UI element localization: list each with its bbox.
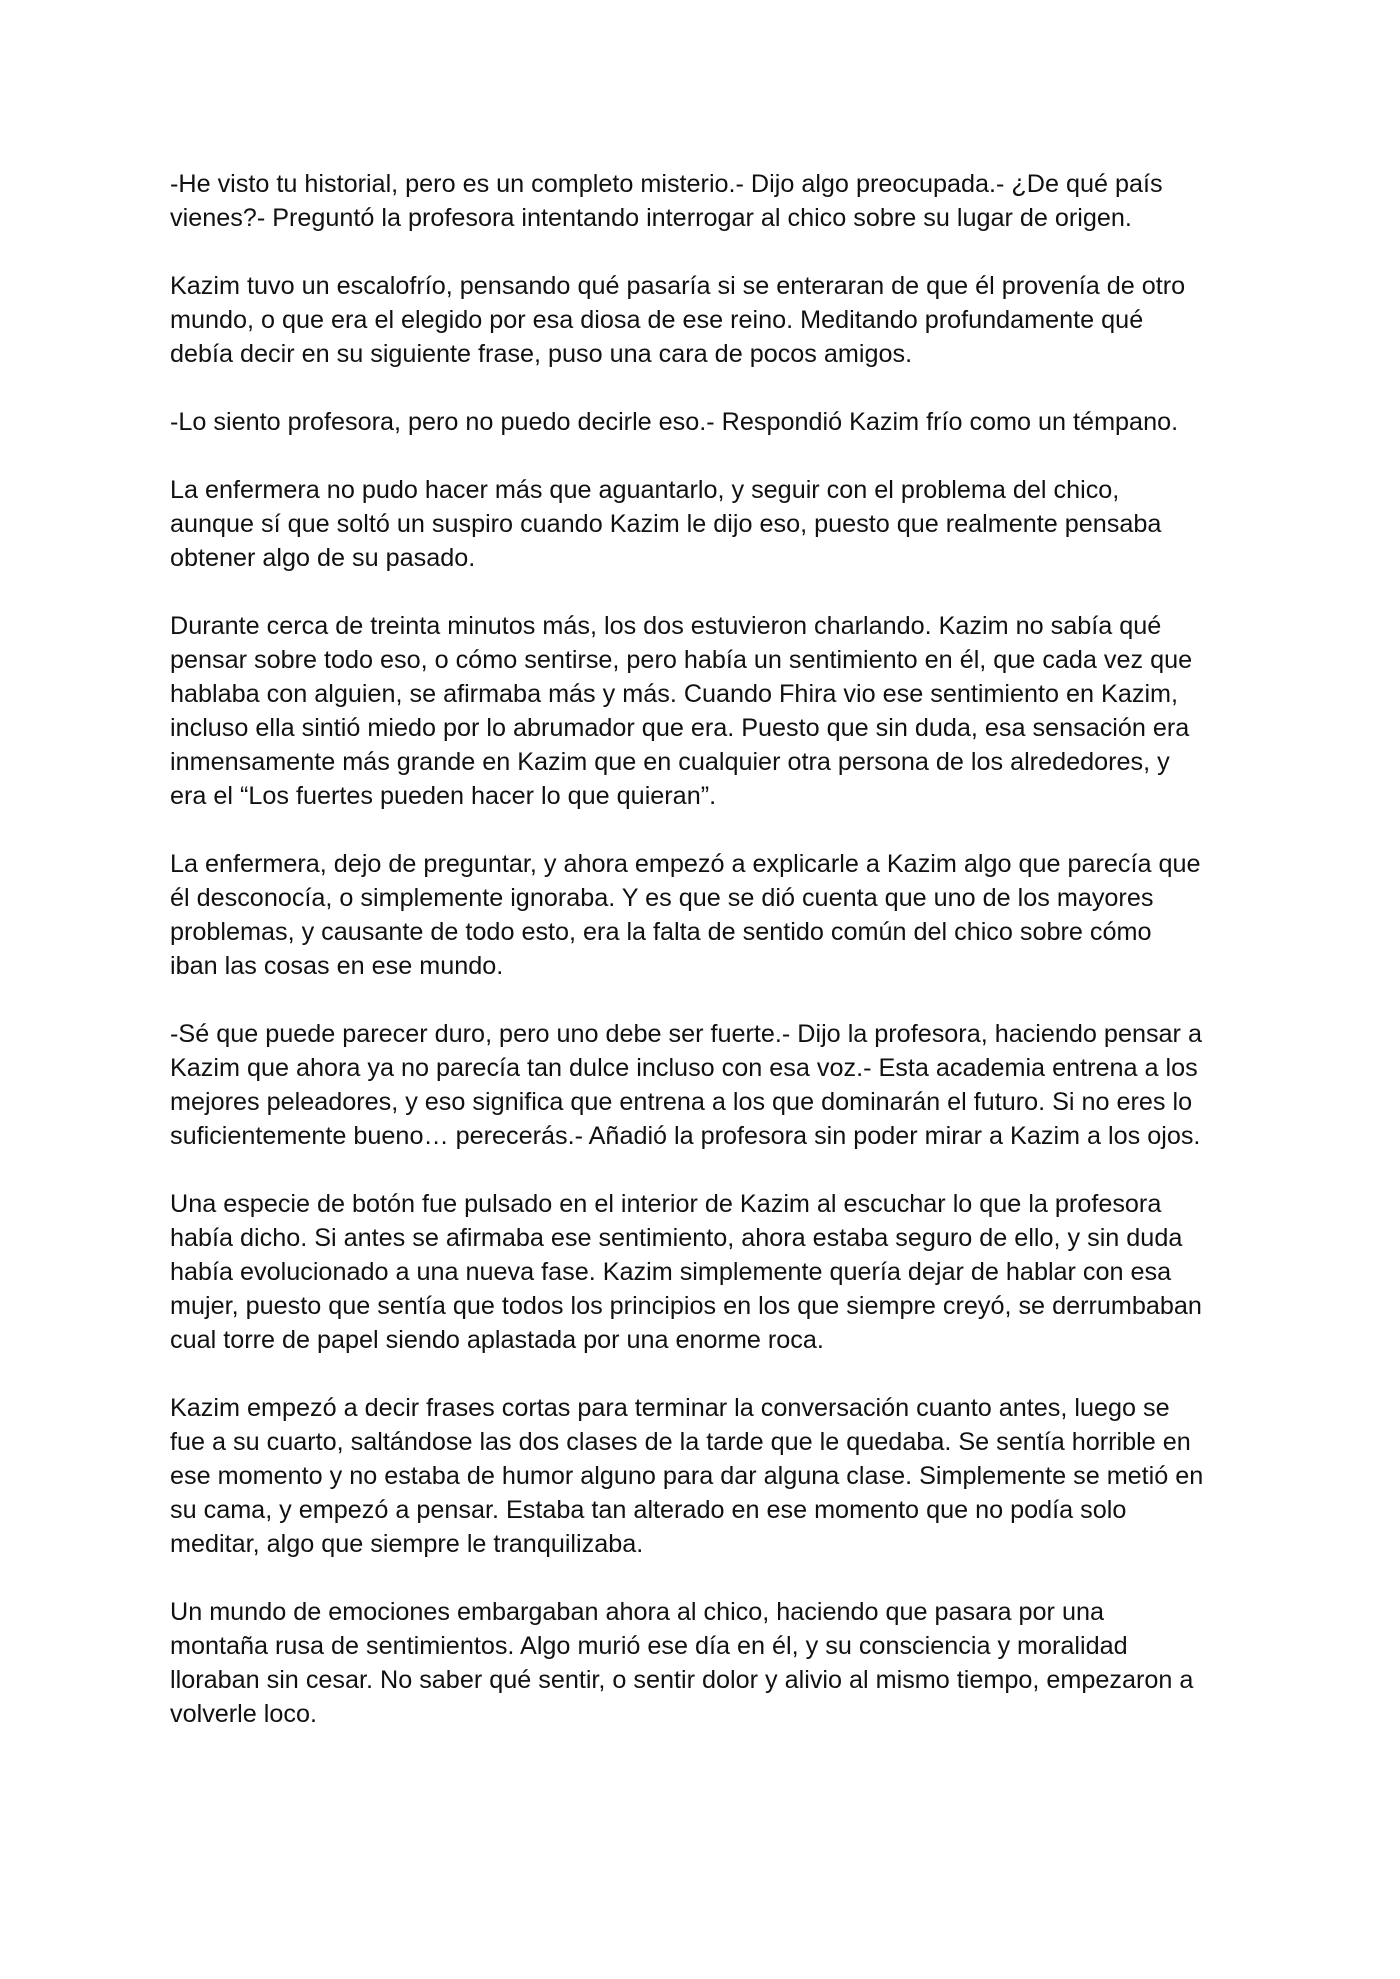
paragraph: Kazim empezó a decir frases cortas para terminar la conversación cuanto antes, luego se fue a su cuarto, saltándose las dos clases de la tarde que le quedaba. Se sentía horrible en ese momento y no estaba de humor alguno para dar alguna clase. Simplemente se metió en su cama, y empezó a pensar. Estaba tan alterado en ese momento que no podía solo meditar, algo que siempre le tranquilizaba. bbox=[170, 1394, 1204, 1558]
document-body bbox=[170, 167, 1242, 1765]
paragraph: -Sé que puede parecer duro, pero uno debe ser fuerte.- Dijo la profesora, haciendo pensar a Kazim que ahora ya no parecía tan dulce incluso con esa voz.- Esta academia entrena a los mejores peleadores, y eso significa que entrena a los que dominarán el futuro. Si no eres lo suficientemente bueno… perecerás.- Añadió la profesora sin poder mirar a Kazim a los ojos. bbox=[170, 1020, 1202, 1150]
paragraph: Durante cerca de treinta minutos más, los dos estuvieron charlando. Kazim no sabía qué pensar sobre todo eso, o cómo sentirse, pero había un sentimiento en él, que cada vez que hablaba con alguien, se afirmaba más y más. Cuando Fhira vio ese sentimiento en Kazim, incluso ella sintió miedo por lo abrumador que era. Puesto que sin duda, esa sensación era inmensamente más grande en Kazim que en cualquier otra persona de los alrededores, y era el “Los fuertes pueden hacer lo que quieran”. bbox=[170, 612, 1193, 810]
paragraph: La enfermera, dejo de preguntar, y ahora empezó a explicarle a Kazim algo que parecía que él desconocía, o simplemente ignoraba. Y es que se dió cuenta que uno de los mayores problemas, y causante de todo esto, era la falta de sentido común del chico sobre cómo iban las cosas en ese mundo. bbox=[170, 850, 1201, 980]
paragraph: -He visto tu historial, pero es un completo misterio.- Dijo algo preocupada.- ¿De qué país vienes?- Preguntó la profesora intentando interrogar al chico sobre su lugar de origen. bbox=[170, 170, 1163, 232]
paragraph: Un mundo de emociones embargaban ahora al chico, haciendo que pasara por una montaña rusa de sentimientos. Algo murió ese día en él, y su consciencia y moralidad lloraban sin cesar. No saber qué sentir, o sentir dolor y alivio al mismo tiempo, empezaron a volverle loco. bbox=[170, 1598, 1194, 1728]
paragraph: -Lo siento profesora, pero no puedo decirle eso.- Respondió Kazim frío como un témpano. bbox=[170, 408, 1179, 436]
paragraph: Kazim tuvo un escalofrío, pensando qué pasaría si se enteraran de que él provenía de otro mundo, o que era el elegido por esa diosa de ese reino. Meditando profundamente qué debía decir en su siguiente frase, puso una cara de pocos amigos. bbox=[170, 272, 1186, 368]
paragraph: La enfermera no pudo hacer más que aguantarlo, y seguir con el problema del chico, aunque sí que soltó un suspiro cuando Kazim le dijo eso, puesto que realmente pensaba obtener algo de su pasado. bbox=[170, 476, 1162, 572]
paragraph: Una especie de botón fue pulsado en el interior de Kazim al escuchar lo que la profesora había dicho. Si antes se afirmaba ese sentimiento, ahora estaba seguro de ello, y sin duda había evolucionado a una nueva fase. Kazim simplemente quería dejar de hablar con esa mujer, puesto que sentía que todos los principios en los que siempre creyó, se derrumbaban cual torre de papel siendo aplastada por una enorme roca. bbox=[170, 1190, 1202, 1354]
